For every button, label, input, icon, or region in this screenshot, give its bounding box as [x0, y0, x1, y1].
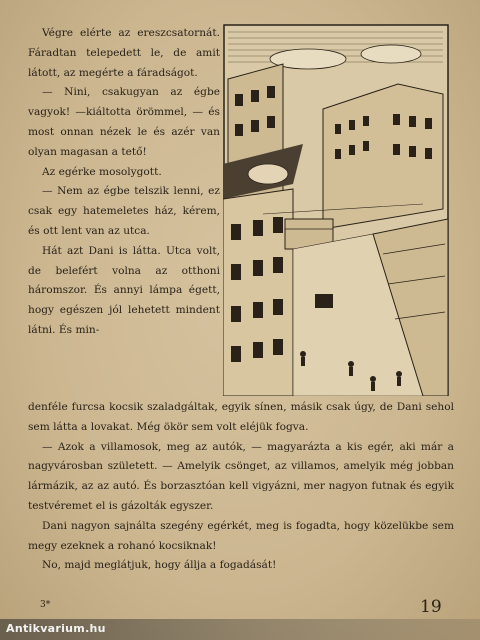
paragraph: No, majd meglátjuk, hogy állja a fogadását!	[42, 559, 277, 572]
signature-mark: 3*	[40, 600, 51, 610]
paragraph: denféle furcsa kocsik szaladgáltak, egyik sínen, másik csak úgy, de Dani sehol sem látta a lovakat. Még ökör sem volt eléjük fogva.	[28, 401, 454, 433]
text-column	[28, 24, 220, 341]
paragraph: Az egérke mosolygott.	[42, 165, 162, 178]
paragraph: Dani nagyon sajnálta szegény egérkét, meg is fogadta, hogy közelükbe sem megy ezeknek a rohanó kocsiknak!	[28, 519, 454, 552]
street-illustration	[223, 24, 449, 396]
paragraph: Hát azt Dani is látta. Utca volt, de belefért volna az otthoni háromszor. És annyi lámpa égett, hogy egészen jól lehetett mindent látni. És min-	[28, 244, 220, 336]
text-full-width	[28, 398, 454, 576]
page-number: 19	[420, 597, 442, 617]
watermark-text: Antikvarium.hu	[6, 622, 106, 635]
watermark-bar	[0, 619, 480, 640]
paragraph: Végre elérte az ereszcsatornát. Fáradtan telepedett le, de amit látott, az megérte a fáradságot.	[28, 27, 220, 79]
paragraph: — Nem az égbe telszik lenni, ez csak egy hatemeletes ház, kérem, és ott lent van az utca.	[28, 185, 220, 237]
paragraph: — Nini, csakugyan az égbe vagyok! —kiáltotta örömmel, — és most onnan nézek le és azér van olyan magasan a tető!	[28, 86, 220, 158]
paragraph: — Azok a villamosok, meg az autók, — magyarázta a kis egér, aki már a nagyvárosban született. — Amelyik csönget, az villamos, amelyik még jobban lármázik, az az autó. És borzasztóan kell vigyázni, mer nagyon futnak és egyik testvéremet el is gázolták egyszer.	[28, 440, 454, 512]
